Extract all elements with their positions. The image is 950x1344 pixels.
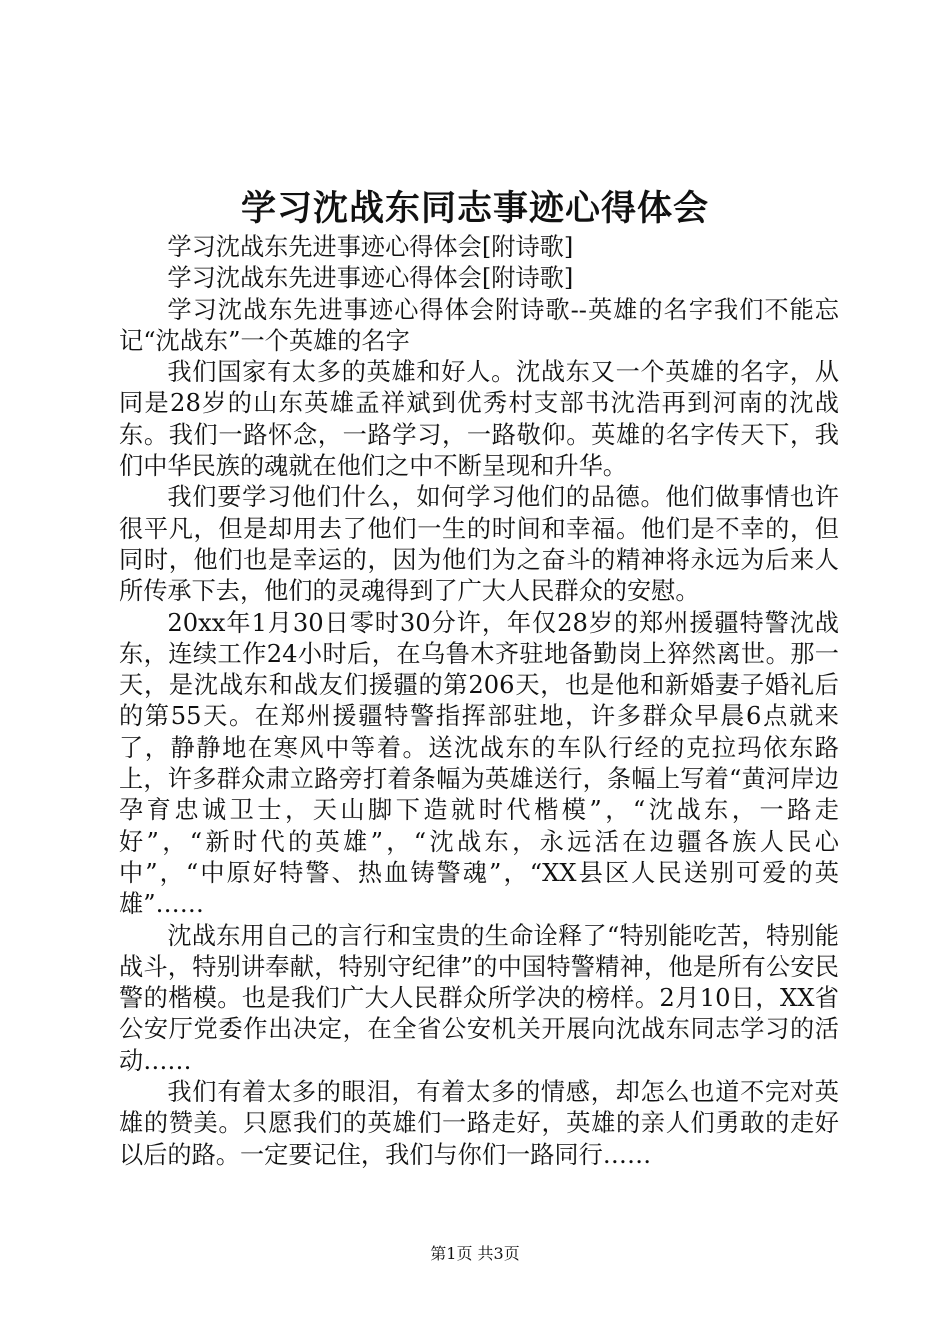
document-title: 学习沈战东同志事迹心得体会 [240,188,709,229]
paragraph: 学习沈战东先进事迹心得体会附诗歌--英雄的名字我们不能忘记“沈战东”一个英雄的名字 [119,295,839,355]
paragraph: 学习沈战东先进事迹心得体会[附诗歌] [167,233,574,261]
paragraph: 我们国家有太多的英雄和好人。沈战东又一个英雄的名字，从同是28岁的山东英雄孟祥斌到优秀村支部书沈浩再到河南的沈战东。我们一路怀念，一路学习，一路敬仰。英雄的名字传天下，我们中华民族的魂就在他们之中不断呈现和升华。 [119,358,839,481]
paragraph: 沈战东用自己的言行和宝贵的生命诠释了“特别能吃苦，特别能战斗，特别讲奉献，特别守纪律”的中国特警精神，他是所有公安民警的楷模。也是我们广大人民群众所学决的榜样。2月10日，XX省公安厅党委作出决定，在全省公安机关开展向沈战东同志学习的活动…… [119,921,839,1075]
paragraph: 我们要学习他们什么，如何学习他们的品德。他们做事情也许很平凡，但是却用去了他们一生的时间和幸福。他们是不幸的，但同时，他们也是幸运的，因为他们为之奋斗的精神将永远为后来人所传承下去，他们的灵魂得到了广大人民群众的安慰。 [119,483,839,606]
paragraph: 我们有着太多的眼泪，有着太多的情感，却怎么也道不完对英雄的赞美。只愿我们的英雄们一路走好，英雄的亲人们勇敢的走好以后的路。一定要记住，我们与你们一路同行…… [119,1078,839,1169]
paragraph: 20xx年1月30日零时30分许，年仅28岁的郑州援疆特警沈战东，连续工作24小时后，在乌鲁木齐驻地备勤岗上猝然离世。那一天，是沈战东和战友们援疆的第206天，也是他和新婚妻子婚礼后的第55天。在郑州援疆特警指挥部驻地，许多群众早晨6点就来了，静静地在寒风中等着。送沈战东的车队行经的克拉玛依东路上，许多群众肃立路旁打着条幅为英雄送行，条幅上写着“黄河岸边孕育忠诚卫士，天山脚下造就时代楷模”，“沈战东，一路走好”，“新时代的英雄”，“沈战东，永远活在边疆各族人民心中”，“中原好特警、热血铸警魂”，“XX县区人民送别可爱的英雄”…… [119,608,839,919]
paragraph: 学习沈战东先进事迹心得体会[附诗歌] [167,264,574,293]
page-number-footer: 第1页 共3页 [430,1244,520,1263]
document-body [119,232,839,1171]
